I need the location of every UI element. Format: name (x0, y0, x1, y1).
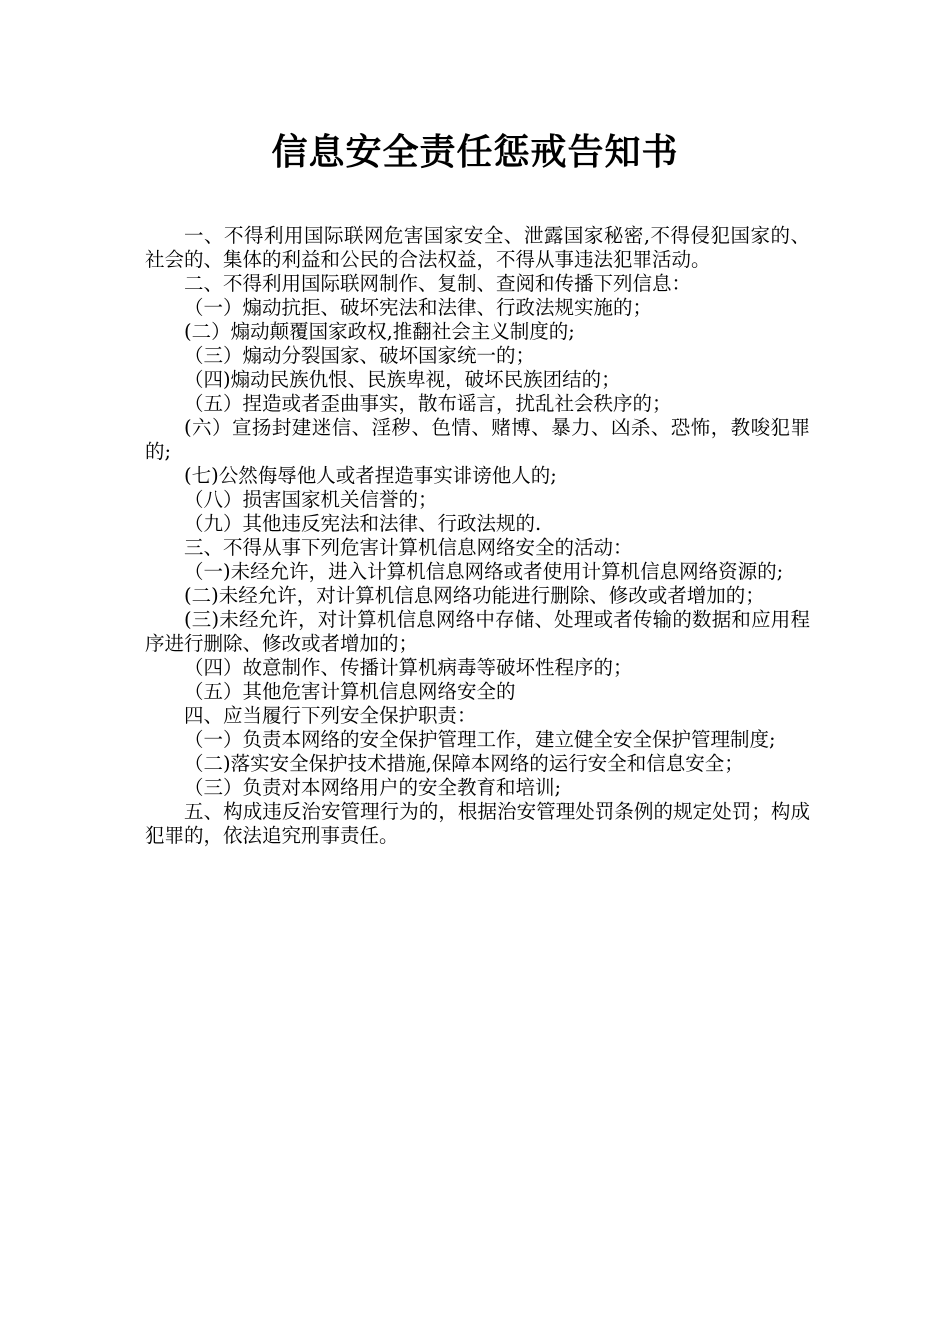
paragraph-6: （四)煽动民族仇恨、民族卑视，破坏民族团结的； (184, 368, 621, 391)
paragraph-9: (七)公然侮辱他人或者捏造事实诽谤他人的; (184, 464, 557, 487)
paragraph-20: （二)落实安全保护技术措施,保障本网络的运行安全和信息安全； (184, 752, 744, 775)
paragraph-12: 三、不得从事下列危害计算机信息网络安全的活动： (184, 536, 633, 559)
paragraph-2: 二、不得利用国际联网制作、复制、查阅和传播下列信息： (184, 272, 692, 295)
document-title: 信息安全责任惩戒告知书 (271, 131, 679, 173)
paragraph-5: （三）煽动分裂国家、破坏国家统一的； (184, 344, 536, 367)
paragraph-11: （九）其他违反宪法和法律、行政法规的. (184, 512, 542, 535)
paragraph-18: 四、应当履行下列安全保护职责： (184, 704, 477, 727)
paragraph-19: （一）负责本网络的安全保护管理工作，建立健全安全保护管理制度; (184, 728, 776, 751)
paragraph-7: （五）捏造或者歪曲事实，散布谣言，扰乱社会秩序的； (184, 392, 672, 415)
paragraph-21: （三）负责对本网络用户的安全教育和培训; (184, 776, 562, 799)
paragraph-8: (六）宣扬封建迷信、淫秽、色情、赌博、暴力、凶杀、恐怖，教唆犯罪的; (145, 416, 810, 463)
paragraph-1: 一、不得利用国际联网危害国家安全、泄露国家秘密,不得侵犯国家的、社会的、集体的利益和公民的合法权益，不得从事违法犯罪活动。 (145, 224, 810, 271)
paragraph-14: (二)未经允许，对计算机信息网络功能进行删除、修改或者增加的； (184, 584, 765, 607)
paragraph-3: （一）煽动抗拒、破坏宪法和法律、行政法规实施的； (184, 296, 653, 319)
paragraph-13: （一)未经允许，进入计算机信息网络或者使用计算机信息网络资源的; (184, 560, 784, 583)
document-body (145, 224, 810, 848)
paragraph-4: (二）煽动颠覆国家政权,推翻社会主义制度的; (184, 320, 575, 343)
paragraph-10: （八）损害国家机关信誉的； (184, 488, 438, 511)
paragraph-17: （五）其他危害计算机信息网络安全的 (184, 680, 516, 703)
paragraph-22: 五、构成违反治安管理行为的，根据治安管理处罚条例的规定处罚；构成犯罪的，依法追究刑事责任。 (145, 800, 810, 847)
paragraph-15: (三)未经允许，对计算机信息网络中存储、处理或者传输的数据和应用程序进行删除、修改或者增加的； (145, 608, 810, 655)
paragraph-16: （四）故意制作、传播计算机病毒等破坏性程序的； (184, 656, 633, 679)
